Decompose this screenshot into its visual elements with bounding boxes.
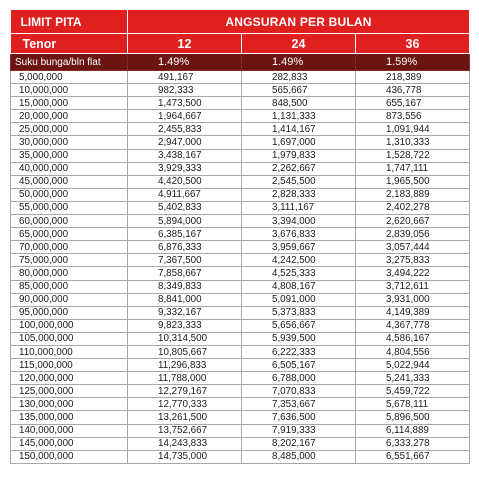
installment-header: ANGSURAN PER BULAN	[128, 10, 470, 34]
installment-36-cell: 2,620,667	[356, 215, 470, 228]
installment-36-cell: 1,310,333	[356, 136, 470, 149]
installment-36-cell: 1,747,111	[356, 162, 470, 175]
installment-12-cell: 12,279,167	[128, 385, 242, 398]
limit-cell: 120,000,000	[11, 372, 128, 385]
installment-12-cell: 11,296,833	[128, 359, 242, 372]
installment-12-cell: 12,770,333	[128, 398, 242, 411]
installment-36-cell: 5,241,333	[356, 372, 470, 385]
installment-12-cell: 14,243,833	[128, 437, 242, 450]
table-row	[11, 398, 470, 411]
limit-cell: 25,000,000	[11, 123, 128, 136]
installment-12-cell: 3,438,167	[128, 149, 242, 162]
table-row	[11, 228, 470, 241]
installment-12-cell: 982,333	[128, 84, 242, 97]
installment-24-cell: 6,788,000	[242, 372, 356, 385]
installment-36-cell: 4,586,167	[356, 332, 470, 345]
table-row	[11, 84, 470, 97]
installment-24-cell: 1,979,833	[242, 149, 356, 162]
interest-rate-12: 1.49%	[128, 54, 242, 71]
installment-12-cell: 3,929,333	[128, 162, 242, 175]
installment-36-cell: 218,389	[356, 71, 470, 84]
installment-12-cell: 9,332,167	[128, 306, 242, 319]
installment-24-cell: 7,353,667	[242, 398, 356, 411]
installment-36-cell: 3,931,000	[356, 293, 470, 306]
installment-24-cell: 3,111,167	[242, 201, 356, 214]
installment-24-cell: 8,485,000	[242, 450, 356, 463]
installment-24-cell: 282,833	[242, 71, 356, 84]
installment-12-cell: 5,894,000	[128, 215, 242, 228]
tenor-12-header: 12	[128, 34, 242, 54]
limit-cell: 35,000,000	[11, 149, 128, 162]
installment-36-cell: 3,057,444	[356, 241, 470, 254]
table-row	[11, 162, 470, 175]
installment-36-cell: 4,149,389	[356, 306, 470, 319]
limit-cell: 140,000,000	[11, 424, 128, 437]
installment-24-cell: 7,070,833	[242, 385, 356, 398]
installment-36-cell: 5,678,111	[356, 398, 470, 411]
installment-rows	[11, 71, 470, 464]
limit-cell: 135,000,000	[11, 411, 128, 424]
limit-cell: 55,000,000	[11, 201, 128, 214]
table-row	[11, 188, 470, 201]
table-row	[11, 201, 470, 214]
installment-12-cell: 7,858,667	[128, 267, 242, 280]
limit-cell: 100,000,000	[11, 319, 128, 332]
limit-cell: 90,000,000	[11, 293, 128, 306]
installment-12-cell: 6,385,167	[128, 228, 242, 241]
installment-24-cell: 4,242,500	[242, 254, 356, 267]
tenor-header: Tenor	[11, 34, 128, 54]
installment-36-cell: 436,778	[356, 84, 470, 97]
limit-cell: 5,000,000	[11, 71, 128, 84]
limit-cell: 145,000,000	[11, 437, 128, 450]
interest-rate-label: Suku bunga/bln flat	[11, 54, 128, 71]
installment-36-cell: 5,459,722	[356, 385, 470, 398]
table-row	[11, 293, 470, 306]
limit-header: LIMIT PITA	[11, 10, 128, 34]
tenor-36-header: 36	[356, 34, 470, 54]
limit-cell: 105,000,000	[11, 332, 128, 345]
table-row	[11, 123, 470, 136]
table-row	[11, 175, 470, 188]
interest-rate-36: 1.59%	[356, 54, 470, 71]
installment-24-cell: 2,545,500	[242, 175, 356, 188]
header-row-tenor	[11, 34, 470, 54]
limit-cell: 150,000,000	[11, 450, 128, 463]
limit-cell: 75,000,000	[11, 254, 128, 267]
limit-cell: 45,000,000	[11, 175, 128, 188]
installment-12-cell: 1,964,667	[128, 110, 242, 123]
installment-36-cell: 1,091,944	[356, 123, 470, 136]
table-row	[11, 71, 470, 84]
installment-24-cell: 5,373,833	[242, 306, 356, 319]
installment-36-cell: 1,528,722	[356, 149, 470, 162]
installment-36-cell: 3,712,611	[356, 280, 470, 293]
limit-cell: 30,000,000	[11, 136, 128, 149]
installment-36-cell: 5,896,500	[356, 411, 470, 424]
installment-24-cell: 5,939,500	[242, 332, 356, 345]
interest-rate-row	[11, 54, 470, 71]
limit-cell: 60,000,000	[11, 215, 128, 228]
table-row	[11, 110, 470, 123]
installment-24-cell: 3,959,667	[242, 241, 356, 254]
table-row	[11, 437, 470, 450]
limit-cell: 110,000,000	[11, 345, 128, 358]
installment-12-cell: 2,947,000	[128, 136, 242, 149]
installment-table	[10, 10, 470, 464]
installment-36-cell: 6,114,889	[356, 424, 470, 437]
installment-24-cell: 848,500	[242, 97, 356, 110]
installment-12-cell: 14,735,000	[128, 450, 242, 463]
installment-36-cell: 4,804,556	[356, 345, 470, 358]
installment-12-cell: 1,473,500	[128, 97, 242, 110]
table-row	[11, 306, 470, 319]
limit-cell: 50,000,000	[11, 188, 128, 201]
table-row	[11, 385, 470, 398]
installment-12-cell: 8,841,000	[128, 293, 242, 306]
installment-24-cell: 7,636,500	[242, 411, 356, 424]
installment-12-cell: 13,752,667	[128, 424, 242, 437]
installment-table-container	[10, 10, 469, 464]
table-row	[11, 136, 470, 149]
table-row	[11, 149, 470, 162]
table-row	[11, 359, 470, 372]
installment-12-cell: 5,402,833	[128, 201, 242, 214]
table-row	[11, 411, 470, 424]
installment-24-cell: 4,525,333	[242, 267, 356, 280]
installment-12-cell: 491,167	[128, 71, 242, 84]
table-row	[11, 254, 470, 267]
installment-24-cell: 565,667	[242, 84, 356, 97]
installment-12-cell: 10,314,500	[128, 332, 242, 345]
limit-cell: 95,000,000	[11, 306, 128, 319]
table-row	[11, 97, 470, 110]
table-row	[11, 372, 470, 385]
installment-36-cell: 2,183,889	[356, 188, 470, 201]
installment-24-cell: 7,919,333	[242, 424, 356, 437]
installment-36-cell: 6,333,278	[356, 437, 470, 450]
installment-36-cell: 3,494,222	[356, 267, 470, 280]
limit-cell: 115,000,000	[11, 359, 128, 372]
installment-12-cell: 7,367,500	[128, 254, 242, 267]
installment-36-cell: 1,965,500	[356, 175, 470, 188]
table-row	[11, 241, 470, 254]
limit-cell: 10,000,000	[11, 84, 128, 97]
installment-24-cell: 5,656,667	[242, 319, 356, 332]
installment-24-cell: 2,262,667	[242, 162, 356, 175]
installment-36-cell: 6,551,667	[356, 450, 470, 463]
installment-12-cell: 2,455,833	[128, 123, 242, 136]
installment-12-cell: 4,911,667	[128, 188, 242, 201]
limit-cell: 40,000,000	[11, 162, 128, 175]
installment-24-cell: 4,808,167	[242, 280, 356, 293]
table-row	[11, 450, 470, 463]
installment-36-cell: 2,839,056	[356, 228, 470, 241]
tenor-24-header: 24	[242, 34, 356, 54]
table-row	[11, 345, 470, 358]
limit-cell: 15,000,000	[11, 97, 128, 110]
limit-cell: 70,000,000	[11, 241, 128, 254]
installment-36-cell: 873,556	[356, 110, 470, 123]
installment-12-cell: 13,261,500	[128, 411, 242, 424]
table-row	[11, 267, 470, 280]
installment-24-cell: 5,091,000	[242, 293, 356, 306]
installment-36-cell: 4,367,778	[356, 319, 470, 332]
table-row	[11, 332, 470, 345]
table-row	[11, 280, 470, 293]
limit-cell: 20,000,000	[11, 110, 128, 123]
limit-cell: 130,000,000	[11, 398, 128, 411]
installment-24-cell: 3,676,833	[242, 228, 356, 241]
installment-12-cell: 4,420,500	[128, 175, 242, 188]
installment-24-cell: 1,414,167	[242, 123, 356, 136]
limit-cell: 80,000,000	[11, 267, 128, 280]
installment-12-cell: 8,349,833	[128, 280, 242, 293]
header-row-main	[11, 10, 470, 34]
installment-24-cell: 8,202,167	[242, 437, 356, 450]
limit-cell: 65,000,000	[11, 228, 128, 241]
table-row	[11, 424, 470, 437]
installment-12-cell: 11,788,000	[128, 372, 242, 385]
table-row	[11, 215, 470, 228]
limit-cell: 85,000,000	[11, 280, 128, 293]
interest-rate-24: 1.49%	[242, 54, 356, 71]
installment-36-cell: 655,167	[356, 97, 470, 110]
limit-cell: 125,000,000	[11, 385, 128, 398]
installment-24-cell: 3,394,000	[242, 215, 356, 228]
installment-36-cell: 3,275,833	[356, 254, 470, 267]
installment-12-cell: 6,876,333	[128, 241, 242, 254]
installment-12-cell: 9,823,333	[128, 319, 242, 332]
installment-24-cell: 1,131,333	[242, 110, 356, 123]
installment-24-cell: 6,505,167	[242, 359, 356, 372]
installment-24-cell: 1,697,000	[242, 136, 356, 149]
installment-24-cell: 6,222,333	[242, 345, 356, 358]
installment-36-cell: 5,022,944	[356, 359, 470, 372]
installment-24-cell: 2,828,333	[242, 188, 356, 201]
installment-36-cell: 2,402,278	[356, 201, 470, 214]
table-row	[11, 319, 470, 332]
installment-12-cell: 10,805,667	[128, 345, 242, 358]
